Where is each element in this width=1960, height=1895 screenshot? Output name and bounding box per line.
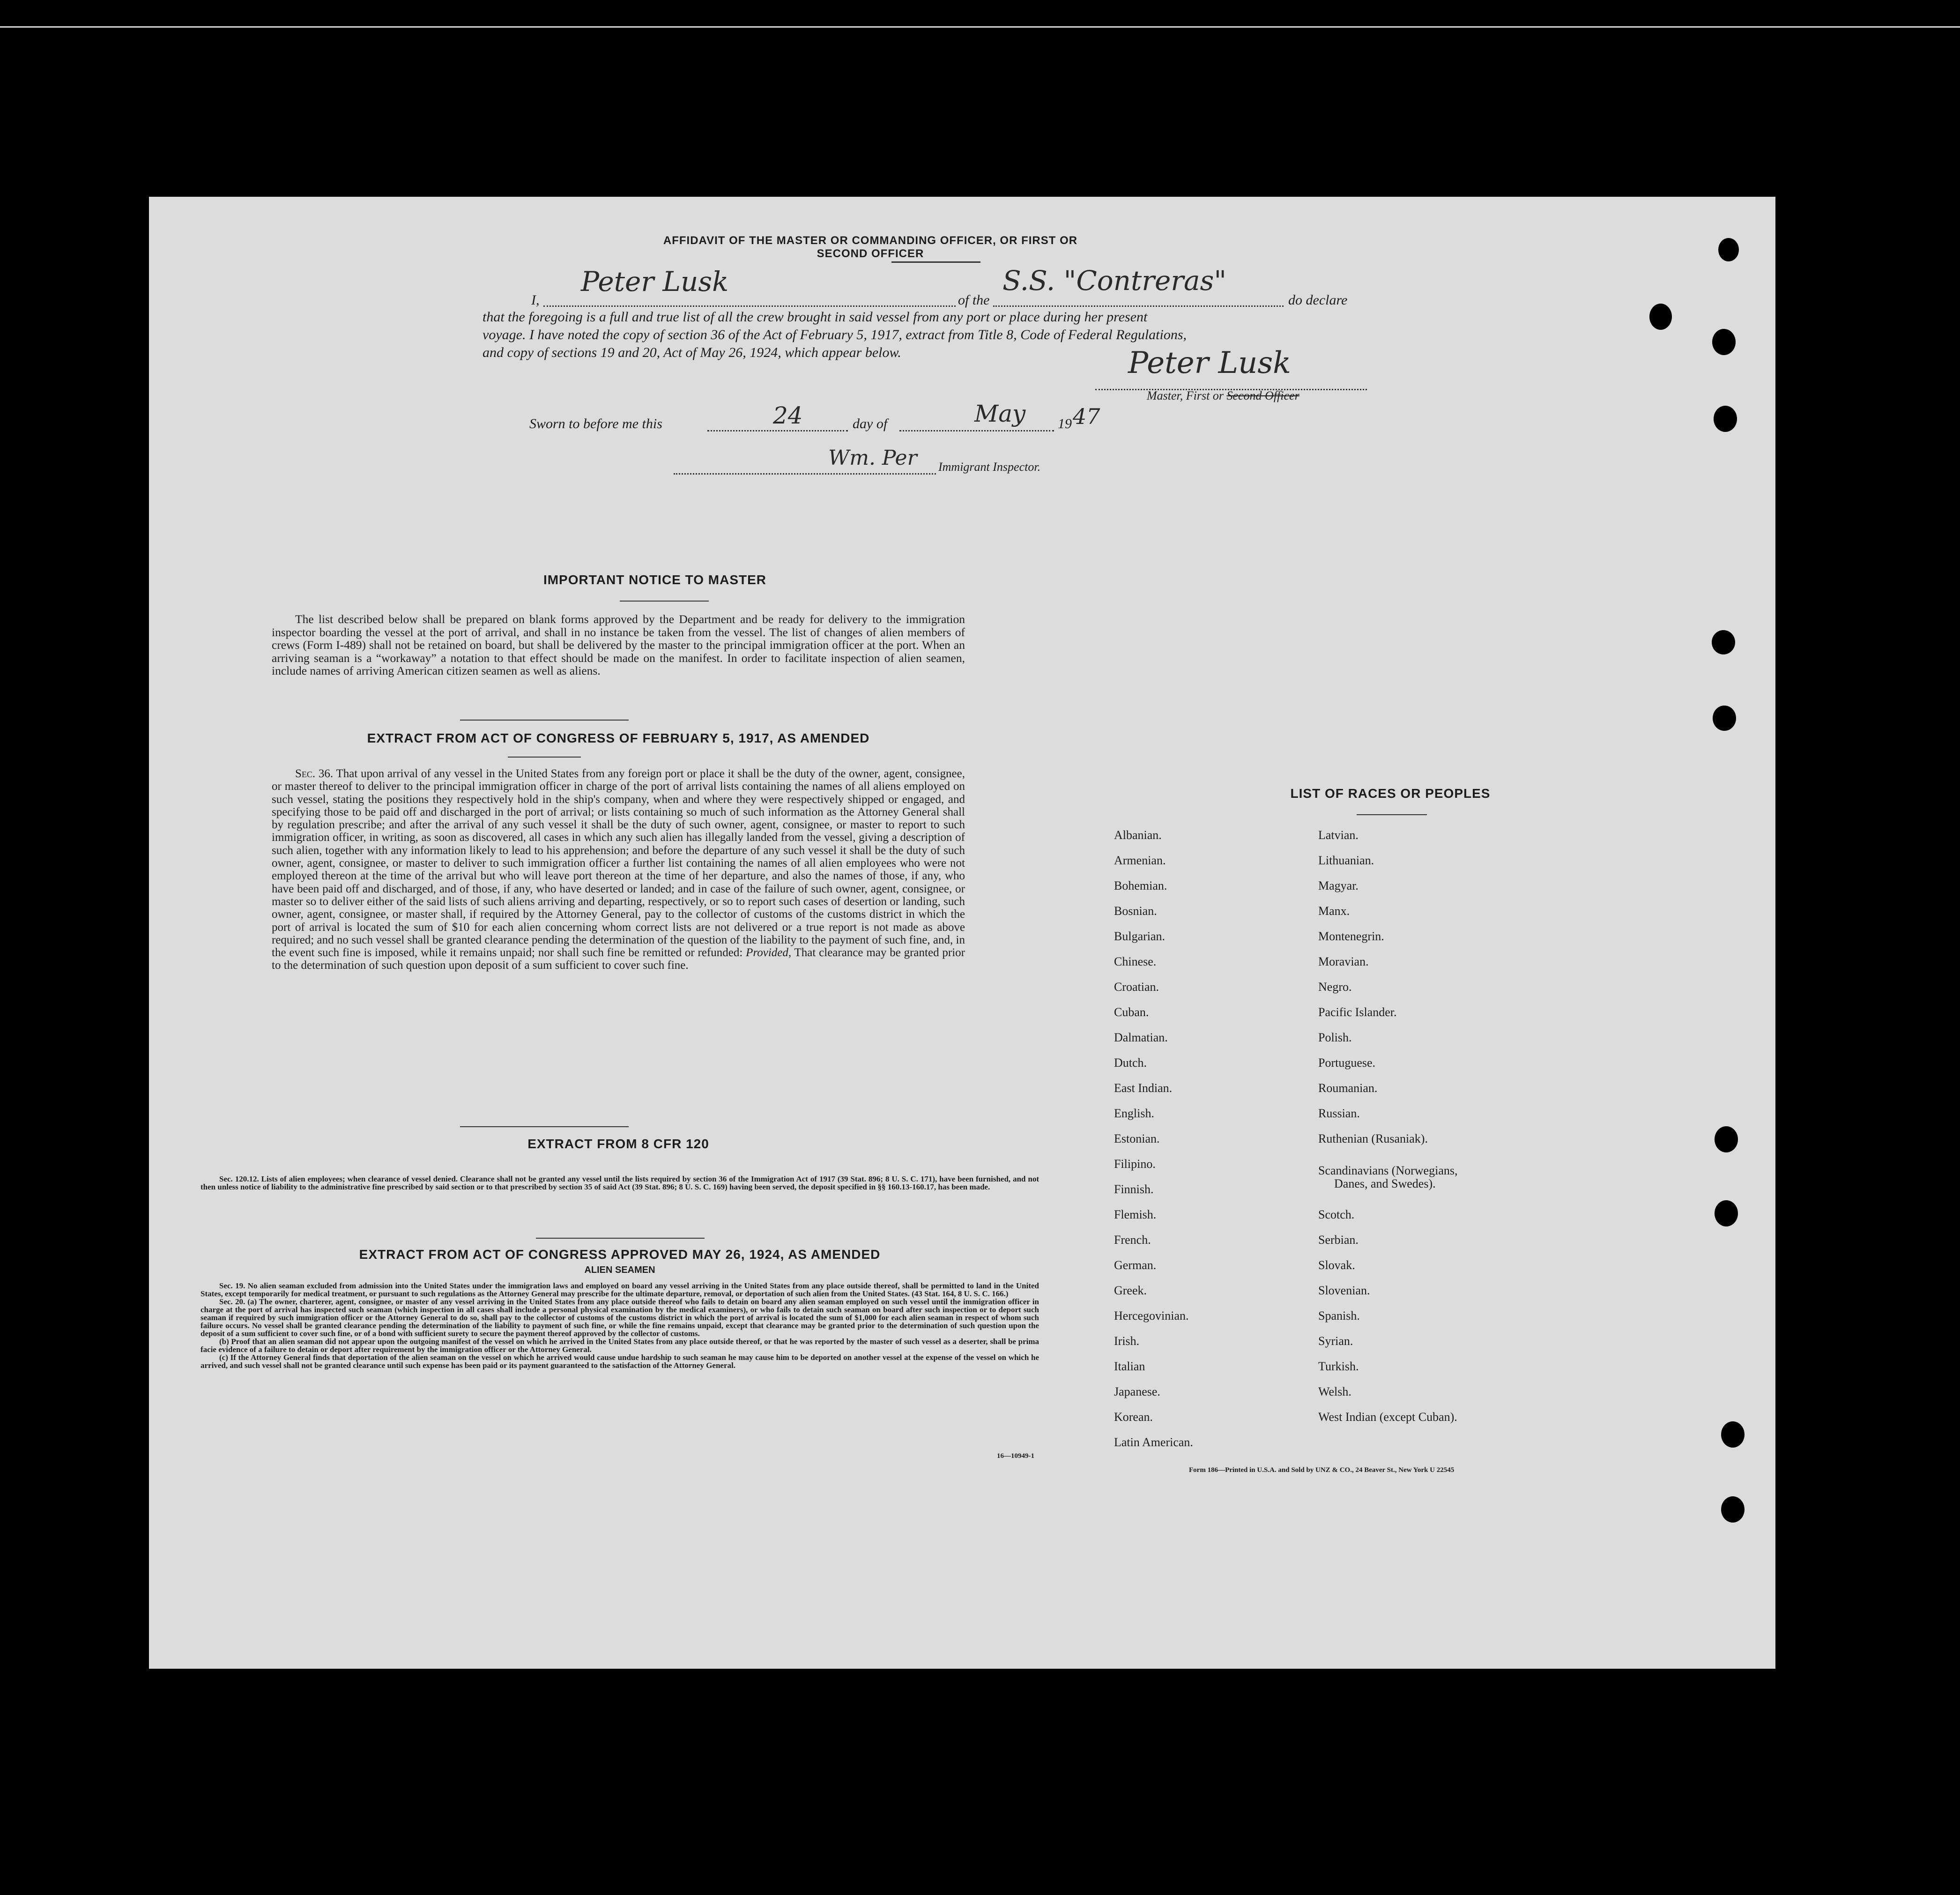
race-item: Chinese. xyxy=(1114,955,1157,968)
race-item: Scandinavians (Norwegians, xyxy=(1318,1164,1458,1177)
scan-top-line xyxy=(0,26,1960,28)
year-prefix: 19 xyxy=(1058,416,1072,431)
notice-end-rule xyxy=(460,720,629,721)
binder-hole xyxy=(1718,238,1739,261)
extract-1917-title: EXTRACT FROM ACT OF CONGRESS OF FEBRUARY 5, 1917, AS AMENDED xyxy=(367,731,870,745)
race-item: Scotch. xyxy=(1318,1208,1355,1221)
binder-hole xyxy=(1714,406,1737,432)
race-item: Syrian. xyxy=(1318,1334,1353,1348)
sec-20c: (c) If the Attorney General finds that deportation of the alien seaman on the vessel on which he arrived would cause undue hardship to such seaman he may cause him to be deported on another vessel at the expense of the vessel on which he arrived, and such vessel shall not be granted clearance until such expense has been paid or its payment guaranteed to the satisfaction of the Attorney General. xyxy=(200,1353,1039,1370)
affidavit-line-4: and copy of sections 19 and 20, Act of May 26, 1924, which appear below. xyxy=(483,345,901,360)
race-item: Lithuanian. xyxy=(1318,854,1374,867)
race-item: Portuguese. xyxy=(1318,1056,1376,1070)
master-signature-handwritten: Peter Lusk xyxy=(1128,346,1291,380)
title-rule xyxy=(891,261,980,263)
race-item: Moravian. xyxy=(1318,955,1369,968)
race-item: Slovak. xyxy=(1318,1258,1355,1272)
cfr-sec-label: Sec. 120.12. xyxy=(219,1174,259,1183)
cfr-end-rule xyxy=(536,1238,705,1239)
race-item: Ruthenian (Rusaniak). xyxy=(1318,1132,1428,1145)
race-item: Pacific Islander. xyxy=(1318,1005,1397,1019)
race-item: Bohemian. xyxy=(1114,879,1167,892)
race-item: Roumanian. xyxy=(1318,1081,1378,1095)
race-item: Bosnian. xyxy=(1114,904,1157,918)
day-of-label: day of xyxy=(853,416,888,431)
race-item: Turkish. xyxy=(1318,1360,1359,1373)
race-item: Hercegovinian. xyxy=(1114,1309,1189,1323)
race-item: Albanian. xyxy=(1114,828,1162,842)
affidavit-line-3: voyage. I have noted the copy of section 36 of the Act of February 5, 1917, extract from Title 8, Code of Federal Regulations, xyxy=(483,327,1187,342)
binder-hole xyxy=(1649,304,1672,330)
binder-hole xyxy=(1713,706,1736,731)
form-code-left: 16—10949-1 xyxy=(997,1452,1034,1460)
race-item: Slovenian. xyxy=(1318,1284,1370,1297)
sec-36-body: That upon arrival of any vessel in the United States from any foreign port or place it shall be the duty of the owner, agent, consignee, or master thereof to deliver to the principal immigration officer in charge of the port of arrival lists containing the names of all aliens employed on such vessel, stating the positions they respectively hold in the ship's company, when and where they were respectively shipped or engaged, and specifying those to be paid off and discharged in the port of arrival; or lists containing so much of such information as the Attorney General shall by regulation prescribe; and after the arrival of any such vessel it shall be the duty of such owner, agent, consignee, or master to report to such immigration officer, in writing, as soon as discovered, all cases in which any such alien has illegally landed from the vessel, giving a description of such alien, together with any information likely to lead to his apprehension; and before the departure of any such vessel it shall be the duty of such owner, agent, consignee, or master to deliver to such immigration officer a further list containing the names of all alien employees who were not employed thereon at the time of the arrival but who will leave port thereon at the time of her departure, and also the names of those, if any, who have been paid off and discharged, and of those, if any, who have deserted or landed; and in case of the failure of such owner, agent, consignee, or master so to deliver either of the said lists of such aliens arriving and departing, respectively, or so to report such cases of desertion or landing, such owner, agent, consignee, or master shall, if required by the Attorney General, pay to the collector of customs of the customs district in which the port of arrival is located the sum of $10 for each alien concerning whom correct lists are not delivered or a true report is not made as above required; and no such vessel shall be granted clearance pending the determination of the question of the liability to the payment of such fine, and, in the event such fine is imposed, while it remains unpaid; nor shall such fine be remitted or refunded: xyxy=(272,767,965,959)
sec-20a: Sec. 20. (a) The owner, charterer, agent, consignee, or master of any vessel arriving in the United States from any place outside thereof who fails to detain on board any alien seaman employed on such vessel until the immigration officer in charge at the port of arrival has inspected such seaman (which inspection in all cases shall include a personal physical examination by the medical examiners), or who fails to detain such seaman on board after such inspection or to deport such seaman if required by such immigration officer or the Attorney General to do so, shall pay to the collector of customs of the customs district in which the port of arrival is located the sum of $1,000 for each alien seaman in respect of whom such failure occurs. No vessel shall be granted clearance pending the determination of the liability to payment of such fine, or while the fine remains unpaid, except that clearance may be granted prior to the determination of such question upon the deposit of a sum sufficient to cover such fine, or of a bond with sufficient surety to secure the payment thereof approved by the collector of customs. xyxy=(200,1297,1039,1338)
binder-hole xyxy=(1712,630,1735,654)
cfr-text xyxy=(200,1175,1039,1191)
race-item: Greek. xyxy=(1114,1284,1147,1297)
vessel-name-handwritten: S.S. "Contreras" xyxy=(1002,265,1227,297)
race-item: East Indian. xyxy=(1114,1081,1173,1095)
race-item: Croatian. xyxy=(1114,980,1159,994)
affidavit-line-2: that the foregoing is a full and true list of all the crew brought in said vessel from any port or place during her present xyxy=(483,309,1148,325)
race-item: Spanish. xyxy=(1318,1309,1360,1323)
races-rule xyxy=(1357,814,1427,815)
race-item: Bulgarian. xyxy=(1114,929,1166,943)
race-item: Russian. xyxy=(1318,1107,1360,1120)
sec-36-label: Sec. 36. xyxy=(295,767,334,780)
race-item: Cuban. xyxy=(1114,1005,1149,1019)
inspector-handwritten: Wm. Per xyxy=(828,446,917,470)
race-item: Serbian. xyxy=(1318,1233,1359,1247)
race-item: German. xyxy=(1114,1258,1157,1272)
provided-word: Provided, xyxy=(746,946,792,959)
affidavit-of-the: of the xyxy=(958,292,990,308)
race-item: Japanese. xyxy=(1114,1385,1160,1398)
extract-1917-end-rule xyxy=(460,1126,629,1127)
race-item: Estonian. xyxy=(1114,1132,1160,1145)
do-declare: do declare xyxy=(1288,292,1348,308)
notice-rule xyxy=(620,601,709,602)
affidavit-line-1 xyxy=(483,265,1537,308)
extract-1917-text xyxy=(272,767,965,972)
binder-hole xyxy=(1715,1126,1738,1152)
affidavit-i-label: I, xyxy=(531,292,540,308)
race-item: Filipino. xyxy=(1114,1157,1156,1171)
inspector-label: Immigrant Inspector. xyxy=(938,460,1041,474)
race-item: Finnish. xyxy=(1114,1182,1154,1196)
race-item: Polish. xyxy=(1318,1031,1352,1044)
affidavit-title: AFFIDAVIT OF THE MASTER OR COMMANDING OFFICER, OR FIRST OR SECOND OFFICER xyxy=(663,234,1078,260)
race-item: Irish. xyxy=(1114,1334,1140,1348)
sworn-label: Sworn to before me this xyxy=(529,416,662,431)
race-item: Manx. xyxy=(1318,904,1350,918)
year-handwritten: 47 xyxy=(1073,404,1100,429)
race-item: French. xyxy=(1114,1233,1151,1247)
sworn-line xyxy=(529,400,1279,435)
sec-36-provided-body: That clearance may be granted prior to the determination of such question upon deposit of a sum sufficient to cover such fine. xyxy=(272,946,965,972)
binder-hole xyxy=(1721,1496,1745,1523)
race-item: Negro. xyxy=(1318,980,1352,994)
extract-1924-text xyxy=(200,1282,1039,1369)
sec-19: Sec. 19. No alien seaman excluded from admission into the United States under the immigration laws and employed on board any vessel arriving in the United States from any place outside thereof, shall be permitted to land in the United States, except temporarily for medical treatment, or pursuant to such regulations as the Attorney General may prescribe for the ultimate departure, removal, or deportation of such alien from the United States. (43 Stat. 164, 8 U. S. C. 166.) xyxy=(200,1281,1039,1298)
binder-hole xyxy=(1721,1421,1745,1448)
race-item: Armenian. xyxy=(1114,854,1166,867)
race-item: English. xyxy=(1114,1107,1154,1120)
extract-1917-rule xyxy=(508,757,581,758)
race-item: Montenegrin. xyxy=(1318,929,1384,943)
master-first-or: Master, First or xyxy=(1147,389,1224,402)
alien-seamen-subtitle: ALIEN SEAMEN xyxy=(584,1265,655,1275)
race-item: Dutch. xyxy=(1114,1056,1147,1070)
cfr-title: EXTRACT FROM 8 CFR 120 xyxy=(527,1137,709,1151)
race-item: West Indian (except Cuban). xyxy=(1318,1410,1457,1424)
affidavit-body xyxy=(483,265,1537,362)
race-item: Latin American. xyxy=(1114,1435,1193,1449)
race-item: Welsh. xyxy=(1318,1385,1351,1398)
race-item: Dalmatian. xyxy=(1114,1031,1168,1044)
race-item: Italian xyxy=(1114,1360,1145,1373)
race-item: Magyar. xyxy=(1318,879,1359,892)
race-item: Flemish. xyxy=(1114,1208,1157,1221)
master-name-handwritten: Peter Lusk xyxy=(581,266,729,297)
inspector-line xyxy=(674,446,1236,478)
binder-hole xyxy=(1715,1200,1738,1226)
cfr-body: Lists of alien employees; when clearance of vessel denied. Clearance shall not be granted any vessel until the lists required by section 36 of the Immigration Act of 1917 (39 Stat. 896; 8 U. S. C. 171), have been furnished, and not then unless notice of liability to the administrative fine prescribed by said section or to that prescribed by section 35 of said Act (39 Stat. 896; 8 U. S. C. 169) having been served, the deposit specified in §§ 160.13-160.17, has been made. xyxy=(200,1174,1039,1191)
extract-1924-title: EXTRACT FROM ACT OF CONGRESS APPROVED MAY 26, 1924, AS AMENDED xyxy=(359,1247,881,1262)
second-officer-struck: Second Officer xyxy=(1226,389,1299,402)
document-page xyxy=(149,197,1775,1669)
day-handwritten: 24 xyxy=(773,402,803,429)
notice-text: The list described below shall be prepared on blank forms approved by the Department and be ready for delivery to the immigration inspector boarding the vessel at the port of arrival, and shall in no instance be taken from the vessel. The list of changes of alien members of crews (Form I-489) shall not be retained on board, but shall be delivered by the master to the principal immigration officer at the port. When an arriving seaman is a “workaway” a notation to that effect should be made on the manifest. In order to facilitate inspection of alien seamen, include names of arriving American citizen seamen as well as aliens. xyxy=(272,612,965,677)
race-item: Korean. xyxy=(1114,1410,1153,1424)
races-title: LIST OF RACES OR PEOPLES xyxy=(1290,786,1491,801)
binder-hole xyxy=(1712,329,1736,355)
form-printer-footer: Form 186—Printed in U.S.A. and Sold by UNZ & CO., 24 Beaver St., New York U 22545 xyxy=(1189,1466,1455,1474)
sec-20b: (b) Proof that an alien seaman did not appear upon the outgoing manifest of the vessel on which he arrived in the United States from any place outside thereof, or that he was reported by the master of such vessel as a deserter, shall be prima facie evidence of a failure to detain or deport after requirement by the immigration officer or the Attorney General. xyxy=(200,1337,1039,1354)
race-item: Latvian. xyxy=(1318,828,1359,842)
race-item: Danes, and Swedes). xyxy=(1334,1177,1436,1190)
month-handwritten: May xyxy=(974,400,1026,427)
notice-title: IMPORTANT NOTICE TO MASTER xyxy=(543,572,767,587)
master-label xyxy=(1147,389,1299,403)
